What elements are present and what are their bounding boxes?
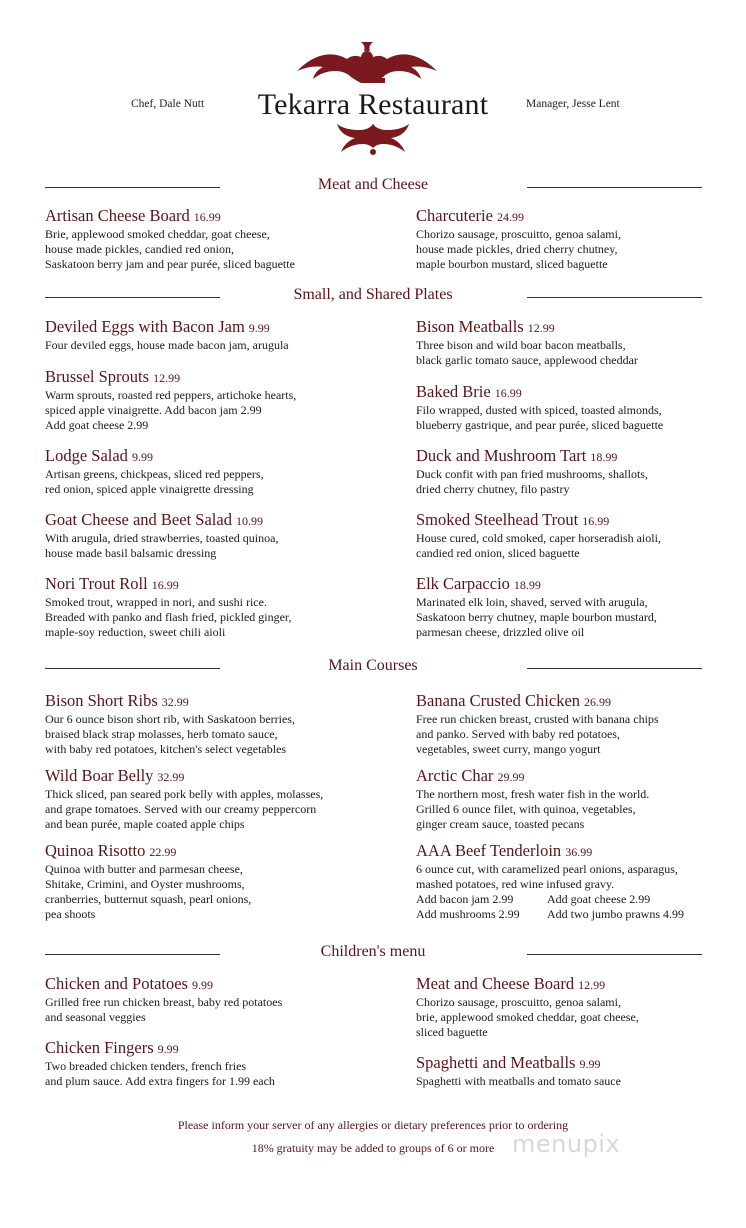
menu-item — [416, 841, 716, 922]
item-price: 9.99 — [191, 978, 213, 992]
item-description: Marinated elk loin, shaved, served with arugula, Saskatoon berry chutney, maple bourbon mustard, parmesan cheese, drizzled olive oil — [416, 595, 657, 639]
divider — [527, 668, 702, 669]
item-description: With arugula, dried strawberries, toasted quinoa, house made basil balsamic dressing — [45, 531, 279, 560]
watermark: menupix — [512, 1130, 621, 1158]
item-name: Meat and Cheese Board — [416, 974, 575, 993]
item-name: Spaghetti and Meatballs — [416, 1053, 576, 1072]
crown-ornament-icon — [297, 40, 449, 86]
section-title: Meat and Cheese — [317, 176, 429, 193]
item-price: 16.99 — [582, 514, 610, 528]
menu-item — [45, 317, 345, 353]
item-description: Brie, applewood smoked cheddar, goat cheese, house made pickles, candied red onion, Saskatoon berry jam and pear purée, sliced baguette — [45, 227, 295, 271]
item-price: 32.99 — [157, 770, 185, 784]
add-on: Add bacon jam 2.99 — [416, 892, 514, 906]
section-header-childrens-menu — [0, 943, 746, 965]
item-description: Our 6 ounce bison short rib, with Saskatoon berries, braised black strap molasses, herb tomato sauce, with baby red potatoes, kitchen's select vegetables — [45, 712, 295, 756]
item-price: 9.99 — [157, 1042, 179, 1056]
allergy-note: Please inform your server of any allergies or dietary preferences prior to ordering — [177, 1118, 569, 1132]
item-name: Brussel Sprouts — [45, 367, 150, 386]
menu-item — [416, 691, 716, 757]
menu-item — [416, 974, 716, 1040]
menu-item — [45, 367, 345, 433]
item-description: House cured, cold smoked, caper horseradish aioli, candied red onion, sliced baguette — [416, 531, 661, 560]
menu-item — [45, 841, 345, 922]
section-title: Main Courses — [328, 657, 418, 674]
menu-item — [45, 446, 345, 497]
item-name: Nori Trout Roll — [45, 574, 148, 593]
item-name: Bison Meatballs — [416, 317, 524, 336]
item-price: 32.99 — [161, 695, 189, 709]
item-name: Banana Crusted Chicken — [416, 691, 581, 710]
item-description: Artisan greens, chickpeas, sliced red peppers, red onion, spiced apple vinaigrette dressing — [45, 467, 264, 496]
menu-item — [416, 510, 716, 561]
item-description: Spaghetti with meatballs and tomato sauce — [416, 1074, 621, 1088]
item-price: 12.99 — [527, 321, 555, 335]
menu-item — [45, 510, 345, 561]
divider — [527, 187, 702, 188]
menu-item — [416, 766, 716, 832]
item-name: Bison Short Ribs — [45, 691, 158, 710]
item-name: Wild Boar Belly — [45, 766, 154, 785]
item-price: 18.99 — [590, 450, 618, 464]
item-name: Charcuterie — [416, 206, 493, 225]
menu-item — [45, 974, 345, 1025]
item-name: Arctic Char — [416, 766, 494, 785]
menu-item — [416, 1053, 716, 1089]
item-name: Goat Cheese and Beet Salad — [45, 510, 232, 529]
section-title: Children's menu — [320, 943, 426, 960]
add-ons — [416, 892, 716, 922]
item-description: Four deviled eggs, house made bacon jam, arugula — [45, 338, 289, 352]
section-header-small-shared — [0, 286, 746, 308]
item-price: 26.99 — [584, 695, 612, 709]
item-name: Duck and Mushroom Tart — [416, 446, 587, 465]
item-price: 10.99 — [235, 514, 263, 528]
flourish-ornament-icon — [333, 122, 413, 156]
item-price: 12.99 — [578, 978, 606, 992]
manager-name: Manager, Jesse Lent — [526, 98, 620, 110]
item-price: 16.99 — [151, 578, 179, 592]
add-on: Add goat cheese 2.99 — [547, 892, 651, 906]
item-description: Duck confit with pan fried mushrooms, shallots, dried cherry chutney, filo pastry — [416, 467, 648, 496]
item-price: 9.99 — [248, 321, 270, 335]
item-description: Two breaded chicken tenders, french fries and plum sauce. Add extra fingers for 1.99 each — [45, 1059, 275, 1088]
add-on: Add mushrooms 2.99 — [416, 907, 520, 921]
chef-name: Chef, Dale Nutt — [131, 98, 205, 110]
divider — [527, 297, 702, 298]
item-description: Quinoa with butter and parmesan cheese, Shitake, Crimini, and Oyster mushrooms, cranberries, butternut squash, pearl onions, pea shoots — [45, 862, 252, 921]
item-price: 36.99 — [565, 845, 593, 859]
divider — [527, 954, 702, 955]
gratuity-note: 18% gratuity may be added to groups of 6 or more — [251, 1141, 495, 1155]
item-description: Three bison and wild boar bacon meatballs, black garlic tomato sauce, applewood cheddar — [416, 338, 638, 367]
item-description: The northern most, fresh water fish in the world. Grilled 6 ounce filet, with quinoa, vegetables, ginger cream sauce, toasted pecans — [416, 787, 650, 831]
item-description: Free run chicken breast, crusted with banana chips and panko. Served with baby red potatoes, vegetables, sweet curry, mango yogurt — [416, 712, 659, 756]
section-header-main-courses — [0, 657, 746, 679]
item-description: Thick sliced, pan seared pork belly with apples, molasses, and grape tomatoes. Served with our creamy peppercorn and bean purée, maple coated apple chips — [45, 787, 324, 831]
section-title: Small, and Shared Plates — [293, 286, 453, 303]
item-price: 12.99 — [153, 371, 181, 385]
menu-item — [416, 317, 716, 368]
menu-item — [45, 206, 345, 272]
menu-item — [45, 574, 345, 640]
item-name: Chicken and Potatoes — [45, 974, 188, 993]
menu-item — [45, 1038, 345, 1089]
item-price: 22.99 — [149, 845, 177, 859]
item-description: 6 ounce cut, with caramelized pearl onions, asparagus, mashed potatoes, red wine infused gravy. — [416, 862, 678, 891]
item-description: Chorizo sausage, proscuitto, genoa salami, house made pickles, dried cherry chutney, maple bourbon mustard, sliced baguette — [416, 227, 621, 271]
menu-item — [416, 446, 716, 497]
section-header-meat-cheese — [0, 176, 746, 198]
item-price: 29.99 — [497, 770, 525, 784]
item-name: Lodge Salad — [45, 446, 128, 465]
item-description: Filo wrapped, dusted with spiced, toasted almonds, blueberry gastrique, and pear purée, sliced baguette — [416, 403, 664, 432]
item-price: 9.99 — [579, 1057, 601, 1071]
menu-item — [416, 574, 716, 640]
menu-item — [45, 766, 385, 832]
item-name: Baked Brie — [416, 382, 491, 401]
item-name: Chicken Fingers — [45, 1038, 154, 1057]
item-price: 9.99 — [131, 450, 153, 464]
item-name: Smoked Steelhead Trout — [416, 510, 579, 529]
item-price: 24.99 — [496, 210, 524, 224]
menu-item — [45, 691, 345, 757]
item-price: 16.99 — [193, 210, 221, 224]
item-name: Artisan Cheese Board — [45, 206, 190, 225]
item-description: Smoked trout, wrapped in nori, and sushi rice. Breaded with panko and flash fried, pickled ginger, maple-soy reduction, sweet chili aioli — [45, 595, 292, 639]
restaurant-title: Tekarra Restaurant — [257, 88, 489, 121]
item-description: Grilled free run chicken breast, baby red potatoes and seasonal veggies — [45, 995, 283, 1024]
item-price: 16.99 — [494, 386, 522, 400]
add-on: Add two jumbo prawns 4.99 — [547, 907, 684, 921]
menu-item — [416, 206, 716, 272]
item-price: 18.99 — [513, 578, 541, 592]
item-name: Elk Carpaccio — [416, 574, 510, 593]
item-name: Deviled Eggs with Bacon Jam — [45, 317, 245, 336]
item-name: AAA Beef Tenderloin — [416, 841, 562, 860]
item-name: Quinoa Risotto — [45, 841, 146, 860]
item-description: Warm sprouts, roasted red peppers, artichoke hearts, spiced apple vinaigrette. Add bacon jam 2.99 Add goat cheese 2.99 — [45, 388, 297, 432]
menu-item — [416, 382, 716, 433]
item-description: Chorizo sausage, proscuitto, genoa salami, brie, applewood smoked cheddar, goat cheese, sliced baguette — [416, 995, 639, 1039]
